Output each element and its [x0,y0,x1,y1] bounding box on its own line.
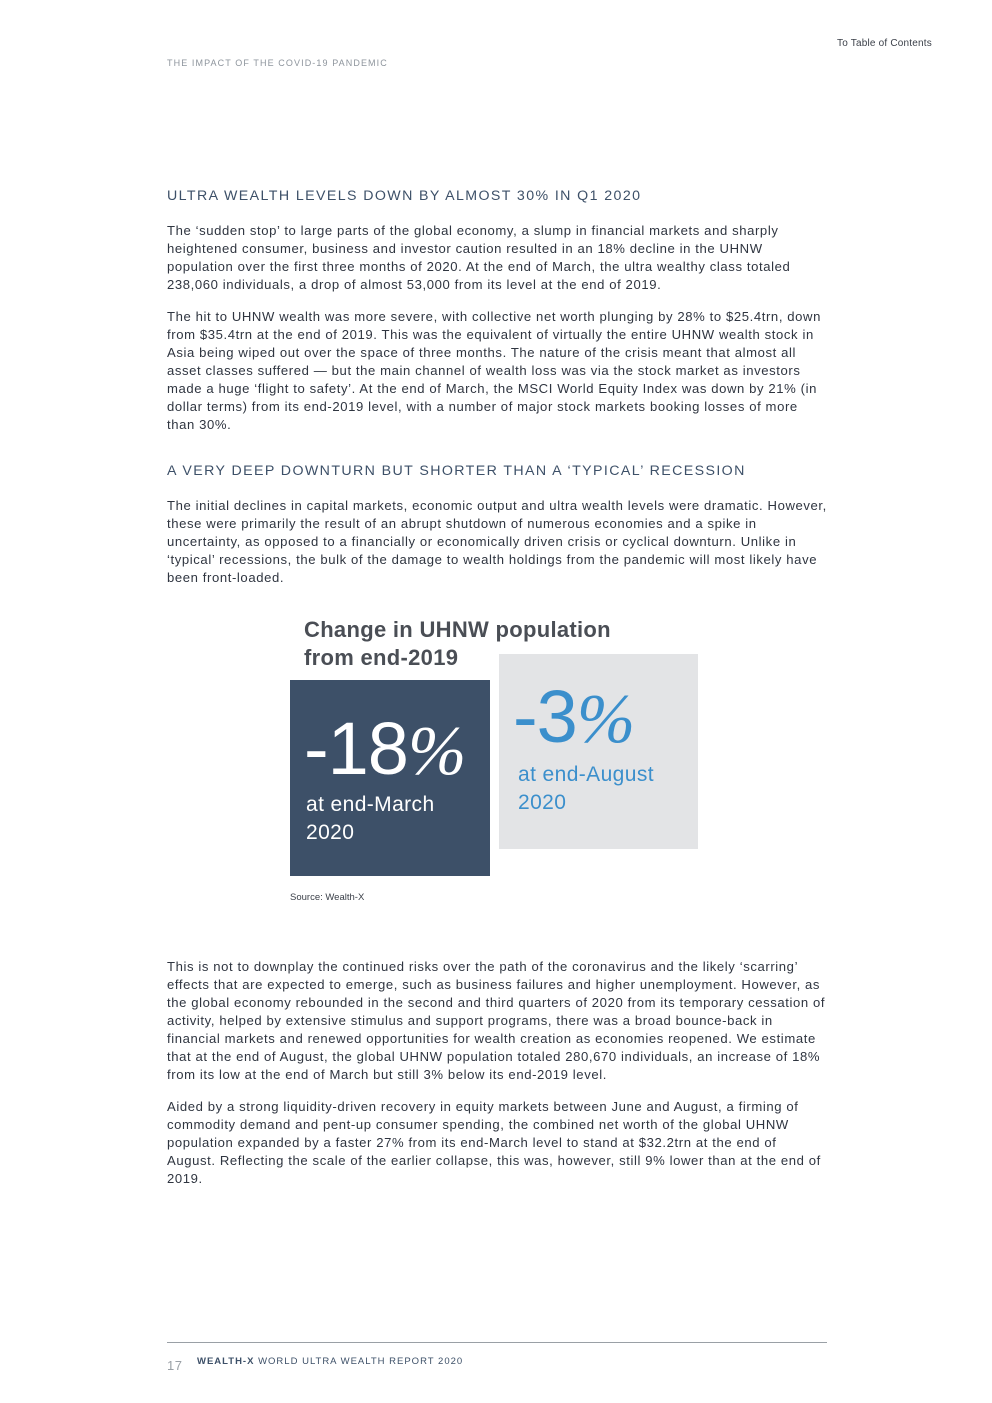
body-paragraph: Aided by a strong liquidity-driven recovery in equity markets between June and August, a firming of commodity demand and pent-up consumer spending, the combined net worth of the global UHNW population expanded by a faster 27% from its end-March level to stand at $32.2trn at the end of August. Reflecting the scale of the earlier collapse, this was, however, still 9% lower than at the end of 2019. [167,1099,821,1186]
uhnw-population-figure [167,616,827,958]
body-paragraph: The ‘sudden stop’ to large parts of the global economy, a slump in financial markets and sharply heightened consumer, business and investor caution resulted in an 18% decline in the UHNW population over the first three months of 2020. At the end of March, the ultra wealthy class totaled 238,060 individuals, a drop of almost 53,000 from its level at the end of 2019. [167,223,791,292]
footer-report-title: WEALTH-X WORLD ULTRA WEALTH REPORT 2020 [197,1356,464,1367]
table-of-contents-link[interactable]: To Table of Contents [837,38,932,49]
section-heading: ULTRA WEALTH LEVELS DOWN BY ALMOST 30% IN Q1 2020 [167,188,642,204]
section-heading: A VERY DEEP DOWNTURN BUT SHORTER THAN A ‘TYPICAL’ RECESSION [167,463,746,479]
body-paragraph: The initial declines in capital markets, economic output and ultra wealth levels were dramatic. However, these were primarily the result of an abrupt shutdown of numerous economies and a spike in uncertainty, as opposed to a financially or economically driven crisis or cyclical downturn. Unlike in ‘typical’ recessions, the bulk of the damage to wealth holdings from the pandemic will most likely have been front-loaded. [167,498,827,585]
running-header: THE IMPACT OF THE COVID-19 PANDEMIC [167,58,388,68]
body-paragraph: The hit to UHNW wealth was more severe, with collective net worth plunging by 28% to $25.4trn, down from $35.4trn at the end of 2019. This was the equivalent of virtually the entire UHNW wealth stock in Asia being wiped out over the space of three months. The nature of the crisis meant that almost all asset classes suffered — but the main channel of wealth loss was via the stock market as investors made a huge ‘flight to safety’. At the end of March, the MSCI World Equity Index was down by 21% (in dollar terms) from its end-2019 level, with a number of major stock markets booking losses of more than 30%. [167,309,821,432]
figure-source: Source: Wealth-X [290,892,365,903]
figure-title: Change in UHNW population from end-2019 [304,617,611,670]
stat-value: -3% [513,675,635,758]
stat-card-end-august [499,654,698,849]
footer-divider [167,1342,827,1343]
main-content [167,188,827,1202]
body-paragraph: This is not to downplay the continued risks over the path of the coronavirus and the likely ‘scarring’ effects that are expected to emerge, such as business failures and higher unemployment. However, as the global economy rebounded in the second and third quarters of 2020 from its temporary cessation of activity, helped by extensive stimulus and support programs, there was a broad bounce-back in financial markets and renewed opportunities for wealth creation as economies reopened. We estimate that at the end of August, the global UHNW population totaled 280,670 individuals, an increase of 18% from its low at the end of March but still 3% below its end-2019 level. [167,959,826,1082]
stat-value: -18% [304,707,466,790]
page-number: 17 [167,1358,183,1373]
stat-label: at end-March 2020 [306,793,435,844]
stat-label: at end-August 2020 [518,763,654,814]
stat-card-end-march [290,680,490,876]
